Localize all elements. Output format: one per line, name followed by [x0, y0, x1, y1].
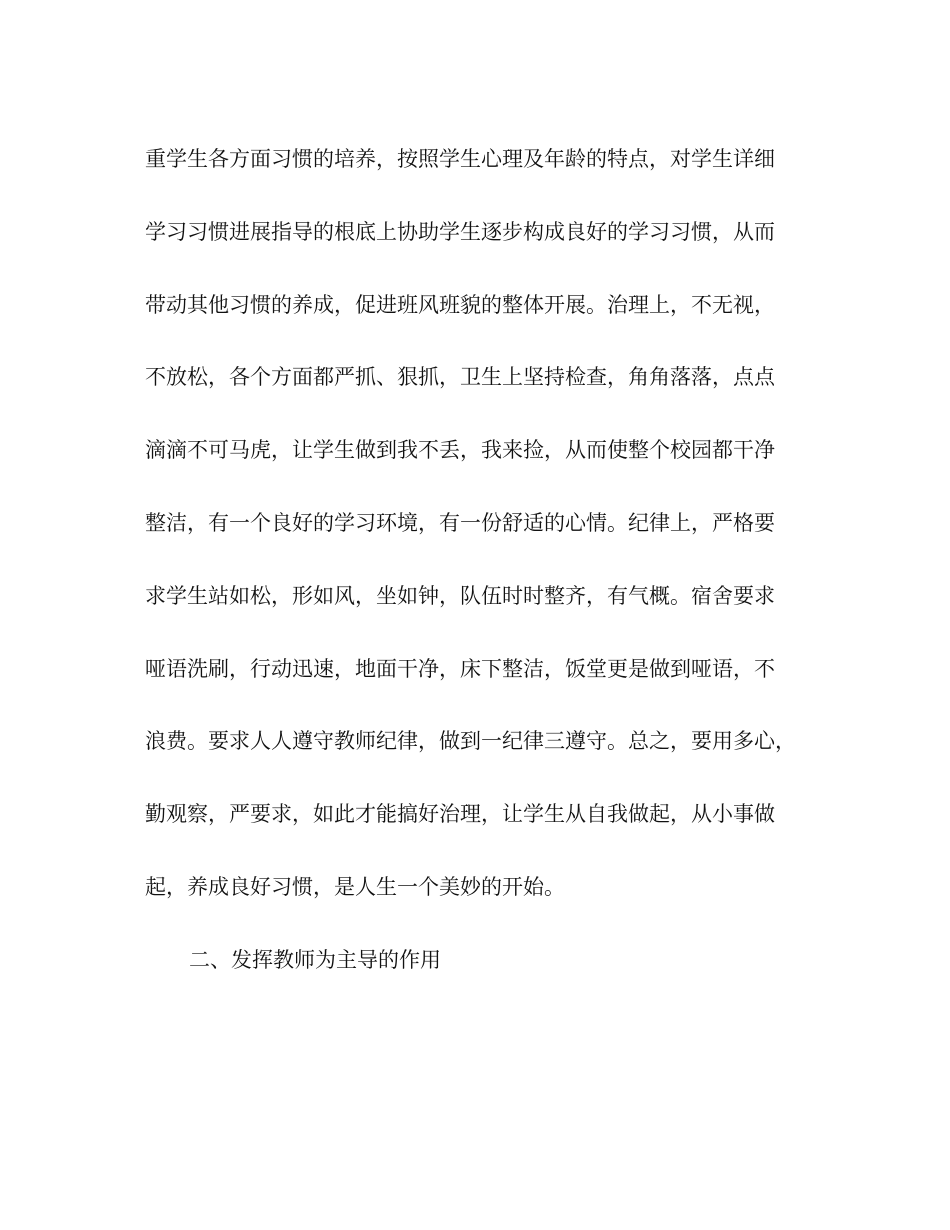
- paragraph-line-11: 起，养成良好习惯，是人生一个美妙的开始。: [145, 874, 565, 899]
- paragraph-line-4: 不放松，各个方面都严抓、狠抓，卫生上坚持检查，角角落落，点点: [145, 365, 775, 390]
- paragraph-line-8: 哑语洗刷，行动迅速，地面干净，床下整洁，饭堂更是做到哑语，不: [145, 656, 775, 681]
- paragraph-line-3: 带动其他习惯的养成，促进班风班貌的整体开展。治理上，不无视，: [145, 292, 775, 317]
- body-text: [145, 140, 815, 1014]
- paragraph-line-9: 浪费。要求人人遵守教师纪律，做到一纪律三遵守。总之，要用多心，: [145, 729, 796, 754]
- paragraph-line-10: 勤观察，严要求，如此才能搞好治理，让学生从自我做起，从小事做: [145, 802, 775, 827]
- paragraph-line-5: 滴滴不可马虎，让学生做到我不丢，我来捡，从而使整个校园都干净: [145, 438, 775, 463]
- paragraph-line-1: 重学生各方面习惯的培养，按照学生心理及年龄的特点，对学生详细: [145, 147, 775, 171]
- section-heading: 二、发挥教师为主导的作用: [189, 947, 441, 972]
- paragraph-line-7: 求学生站如松，形如风，坐如钟，队伍时时整齐，有气概。宿舍要求: [145, 583, 775, 608]
- paragraph-line-6: 整洁，有一个良好的学习环境，有一份舒适的心情。纪律上，严格要: [145, 510, 775, 535]
- paragraph-line-2: 学习习惯进展指导的根底上协助学生逐步构成良好的学习习惯，从而: [145, 219, 775, 244]
